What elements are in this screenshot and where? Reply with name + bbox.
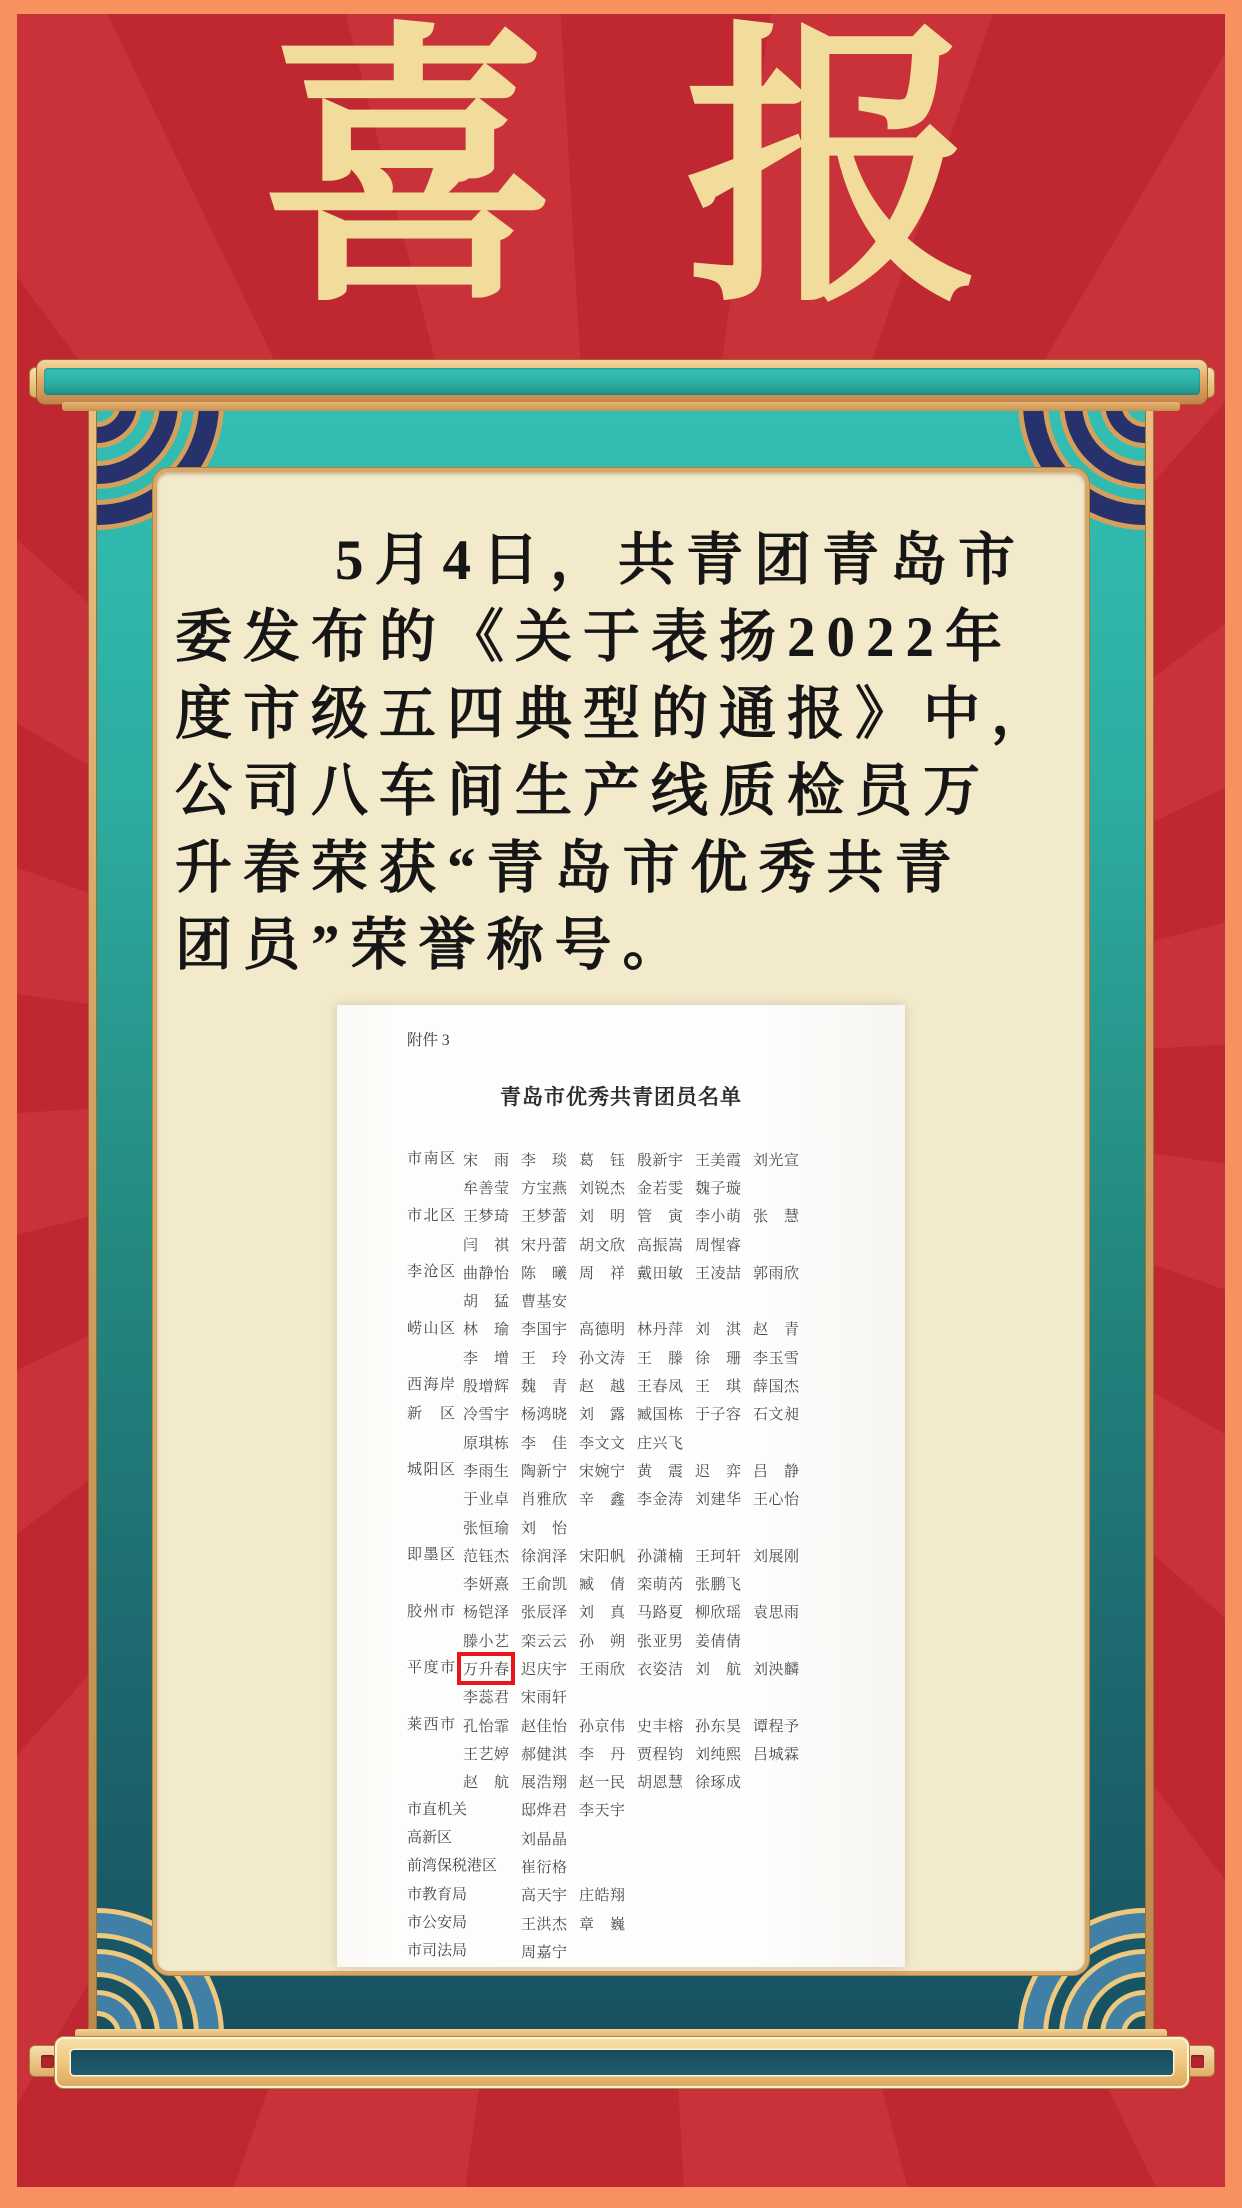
member-name: 迟庆宇 [521, 1661, 567, 1678]
member-name: 庄兴飞 [637, 1435, 683, 1452]
member-name: 戴田敏 [637, 1265, 683, 1282]
banner-char-bao: 报 [685, 9, 981, 337]
member-name: 王俞凯 [521, 1577, 567, 1594]
member-name: 王心怡 [753, 1492, 799, 1509]
member-name: 李玉雪 [753, 1350, 799, 1367]
scroll-rod-top-fill [44, 368, 1200, 395]
member-name: 高天宇 [521, 1888, 567, 1905]
member-name: 陶新宁 [521, 1463, 567, 1480]
table-row [407, 1824, 905, 1852]
member-name: 刘明 [579, 1209, 625, 1226]
member-name: 张慧 [753, 1209, 799, 1226]
member-name: 于子容 [695, 1407, 741, 1424]
region-label: 李沧区 [407, 1264, 455, 1281]
member-name: 臧倩 [579, 1577, 625, 1594]
member-name: 徐琢成 [695, 1775, 741, 1792]
region-label: 西海岸新区 [407, 1377, 455, 1422]
member-name: 衣姿洁 [637, 1661, 683, 1678]
name-lines [521, 1796, 905, 1824]
member-name: 徐润泽 [521, 1548, 567, 1565]
member-name: 李文文 [579, 1435, 625, 1452]
member-name: 殷新宇 [637, 1152, 683, 1169]
member-name: 张鹏飞 [695, 1577, 741, 1594]
member-name: 孙文涛 [579, 1350, 625, 1367]
member-name: 石文昶 [753, 1407, 799, 1424]
member-name: 李雨生 [463, 1463, 509, 1480]
member-name: 刘晶晶 [521, 1831, 567, 1848]
member-name: 王玲 [521, 1350, 567, 1367]
name-lines [463, 1541, 905, 1598]
member-name: 刘泱麟 [753, 1661, 799, 1678]
region-label: 市教育局 [407, 1886, 468, 1903]
name-line [463, 1485, 905, 1513]
member-name: 马路夏 [637, 1605, 683, 1622]
banner-char-xi: 喜 [261, 9, 557, 337]
name-line [521, 1852, 905, 1880]
announcement-line: 升春荣获“青岛市优秀共青 [175, 837, 963, 900]
member-name: 王珂轩 [695, 1548, 741, 1565]
name-line [463, 1230, 905, 1258]
name-lines [521, 1937, 905, 1965]
member-name: 李国宇 [521, 1322, 567, 1339]
member-name: 胡文欣 [579, 1237, 625, 1254]
announcement-line: 团员”荣誉称号。 [175, 914, 691, 977]
member-name: 徐珊 [695, 1350, 741, 1367]
member-name: 王春凤 [637, 1379, 683, 1396]
member-list [407, 1145, 905, 1966]
member-name: 赵青 [753, 1322, 799, 1339]
member-name: 刘展刚 [753, 1548, 799, 1565]
member-name: 闫祺 [463, 1237, 509, 1254]
announcement-line: 委发布的《关于表扬2022年 [175, 606, 1013, 669]
table-row [407, 1145, 905, 1202]
member-name: 于业卓 [463, 1492, 509, 1509]
region-label: 前湾保税港区 [407, 1858, 498, 1875]
member-name: 方宝燕 [521, 1180, 567, 1197]
member-name: 曲静怡 [463, 1265, 509, 1282]
member-name: 赵佳怡 [521, 1718, 567, 1735]
member-name: 郭雨欣 [753, 1265, 799, 1282]
member-name: 王琪 [695, 1379, 741, 1396]
name-line [463, 1711, 905, 1739]
name-lines [463, 1371, 905, 1456]
region-label: 高新区 [407, 1830, 453, 1847]
scroll-rod-top-lip [62, 402, 1180, 411]
member-name: 展浩翔 [521, 1775, 567, 1792]
name-line [463, 1428, 905, 1456]
announcement-line: 公司八车间生产线质检员万 [175, 760, 991, 823]
knob-hole [41, 2055, 54, 2068]
name-line [463, 1286, 905, 1314]
member-name: 王美霞 [695, 1152, 741, 1169]
member-name: 栾云云 [521, 1633, 567, 1650]
member-name: 胡猛 [463, 1294, 509, 1311]
banner-title [0, 9, 1242, 363]
member-name: 李小萌 [695, 1209, 741, 1226]
member-name: 王滕 [637, 1350, 683, 1367]
member-name: 孔怡霏 [463, 1718, 509, 1735]
member-name: 迟弈 [695, 1463, 741, 1480]
member-name: 金若雯 [637, 1180, 683, 1197]
name-lines [463, 1711, 905, 1796]
region-label: 市公安局 [407, 1915, 468, 1932]
member-name: 刘露 [579, 1407, 625, 1424]
member-name: 刘光宣 [753, 1152, 799, 1169]
member-name: 范钰杰 [463, 1548, 509, 1565]
member-name: 孙朔 [579, 1633, 625, 1650]
name-line [463, 1173, 905, 1201]
attachment-label: 附件 3 [407, 1032, 450, 1049]
name-lines [521, 1824, 905, 1852]
member-name: 李琰 [521, 1152, 567, 1169]
member-name: 黄震 [637, 1463, 683, 1480]
table-row [407, 1711, 905, 1796]
member-name: 王雨欣 [579, 1661, 625, 1678]
region-label: 市北区 [407, 1207, 455, 1224]
member-name: 刘建华 [695, 1492, 741, 1509]
scroll-paper [153, 468, 1089, 1975]
table-row [407, 1937, 905, 1965]
member-name: 滕小艺 [463, 1633, 509, 1650]
region-label: 崂山区 [407, 1320, 455, 1337]
member-name: 李佳 [521, 1435, 567, 1452]
member-name: 刘锐杰 [579, 1180, 625, 1197]
member-name: 张辰泽 [521, 1605, 567, 1622]
announcement-line: 度市级五四典型的通报》中， [175, 683, 1059, 746]
member-name: 王洪杰 [521, 1916, 567, 1933]
name-line [463, 1343, 905, 1371]
name-line [463, 1541, 905, 1569]
region-label: 城阳区 [407, 1462, 455, 1479]
member-name: 张恒瑜 [463, 1520, 509, 1537]
member-name: 周惺睿 [695, 1237, 741, 1254]
member-name: 吕静 [753, 1463, 799, 1480]
member-name: 栾萌芮 [637, 1577, 683, 1594]
region-label: 即墨区 [407, 1547, 455, 1564]
member-name: 周嘉宁 [521, 1944, 567, 1961]
member-name: 杨铠泽 [463, 1605, 509, 1622]
member-name: 庄皓翔 [579, 1888, 625, 1905]
announcement-line: 5月4日，共青团青岛市 [335, 529, 1026, 592]
table-row [407, 1598, 905, 1655]
region-label: 平度市 [407, 1660, 455, 1677]
member-name: 章巍 [579, 1916, 625, 1933]
region-label: 胶州市 [407, 1603, 455, 1620]
member-name: 李金涛 [637, 1492, 683, 1509]
member-name: 刘纯熙 [695, 1746, 741, 1763]
member-name: 赵一民 [579, 1775, 625, 1792]
member-name: 肖雅欣 [521, 1492, 567, 1509]
member-name: 贾程钧 [637, 1746, 683, 1763]
member-name: 柳欣瑶 [695, 1605, 741, 1622]
name-line [463, 1145, 905, 1173]
name-lines [521, 1909, 905, 1937]
table-row [407, 1881, 905, 1909]
table-row [407, 1852, 905, 1880]
member-name: 杨鸿晓 [521, 1407, 567, 1424]
name-line [463, 1456, 905, 1484]
region-label: 市司法局 [407, 1943, 468, 1960]
name-line [463, 1202, 905, 1230]
knob-hole [1191, 2055, 1204, 2068]
member-name: 王梦蕾 [521, 1209, 567, 1226]
member-name: 张亚男 [637, 1633, 683, 1650]
member-name: 臧国栋 [637, 1407, 683, 1424]
name-line [463, 1654, 905, 1682]
member-name: 史丰榕 [637, 1718, 683, 1735]
member-name: 崔衍格 [521, 1860, 567, 1877]
member-name: 辛鑫 [579, 1492, 625, 1509]
name-lines [521, 1881, 905, 1909]
member-name: 周祥 [579, 1265, 625, 1282]
table-row [407, 1541, 905, 1598]
name-line [521, 1937, 905, 1965]
member-name: 赵越 [579, 1379, 625, 1396]
name-line [463, 1315, 905, 1343]
member-name: 邸烨君 [521, 1803, 567, 1820]
member-name: 郝健淇 [521, 1746, 567, 1763]
name-line [521, 1881, 905, 1909]
member-name: 刘真 [579, 1605, 625, 1622]
member-name: 李天宇 [579, 1803, 625, 1820]
member-name: 李蕊君 [463, 1690, 509, 1707]
member-name: 胡恩慧 [637, 1775, 683, 1792]
member-name: 管寅 [637, 1209, 683, 1226]
member-name: 陈曦 [521, 1265, 567, 1282]
member-name: 林丹萍 [637, 1322, 683, 1339]
member-name: 王艺婷 [463, 1746, 509, 1763]
region-label: 市直机关 [407, 1801, 468, 1818]
scroll-rod-bottom-fill [71, 2050, 1173, 2075]
member-name: 薛国杰 [753, 1379, 799, 1396]
name-lines [463, 1258, 905, 1315]
member-name: 殷增辉 [463, 1379, 509, 1396]
member-name: 刘淇 [695, 1322, 741, 1339]
name-line [463, 1626, 905, 1654]
member-name: 李妍熹 [463, 1577, 509, 1594]
name-lines [463, 1315, 905, 1372]
table-row [407, 1315, 905, 1372]
name-line [463, 1683, 905, 1711]
member-name: 葛钰 [579, 1152, 625, 1169]
announcement-text [175, 522, 1075, 984]
member-name: 原琪栋 [463, 1435, 509, 1452]
table-row [407, 1456, 905, 1541]
member-name: 刘怡 [521, 1520, 567, 1537]
document-title: 青岛市优秀共青团员名单 [500, 1086, 742, 1109]
name-lines [463, 1456, 905, 1541]
name-lines [463, 1145, 905, 1202]
name-line [463, 1598, 905, 1626]
scroll-panel-right-edge [1145, 400, 1154, 2037]
member-name: 赵航 [463, 1775, 509, 1792]
name-lines [463, 1654, 905, 1711]
table-row [407, 1909, 905, 1937]
member-name: 高德明 [579, 1322, 625, 1339]
name-line [463, 1513, 905, 1541]
member-name: 吕城霖 [753, 1746, 799, 1763]
member-name: 袁思雨 [753, 1605, 799, 1622]
region-label: 莱西市 [407, 1716, 455, 1733]
scroll-rod-top [36, 359, 1208, 405]
member-name: 宋雨轩 [521, 1690, 567, 1707]
member-name: 高振嵩 [637, 1237, 683, 1254]
name-lines [463, 1598, 905, 1655]
member-name: 魏子璇 [695, 1180, 741, 1197]
name-lines [521, 1852, 905, 1880]
table-row [407, 1796, 905, 1824]
member-name: 刘航 [695, 1661, 741, 1678]
member-name: 宋阳帆 [579, 1548, 625, 1565]
region-label: 市南区 [407, 1151, 455, 1167]
member-name: 宋雨 [463, 1152, 509, 1169]
member-name: 李增 [463, 1350, 509, 1367]
member-name: 孙潇楠 [637, 1548, 683, 1565]
member-name: 魏青 [521, 1379, 567, 1396]
name-line [463, 1569, 905, 1597]
table-row [407, 1258, 905, 1315]
member-name: 孙东昊 [695, 1718, 741, 1735]
member-name: 孙京伟 [579, 1718, 625, 1735]
name-line [521, 1909, 905, 1937]
member-name: 冷雪宇 [463, 1407, 509, 1424]
member-name: 王梦琦 [463, 1209, 509, 1226]
name-line [521, 1796, 905, 1824]
name-lines [463, 1202, 905, 1259]
member-name: 林瑜 [463, 1322, 509, 1339]
member-name: 李丹 [579, 1746, 625, 1763]
table-row [407, 1654, 905, 1711]
scroll-panel-left-edge [88, 400, 97, 2037]
table-row [407, 1202, 905, 1259]
name-line [463, 1400, 905, 1428]
scroll-rod-bottom [54, 2036, 1190, 2089]
name-line [463, 1739, 905, 1767]
member-name: 宋婉宁 [579, 1463, 625, 1480]
table-row [407, 1371, 905, 1456]
member-name: 谭程予 [753, 1718, 799, 1735]
member-name: 姜倩倩 [695, 1633, 741, 1650]
member-name: 宋丹蕾 [521, 1237, 567, 1254]
member-name: 曹基安 [521, 1294, 567, 1311]
member-name-highlighted: 万升春 [463, 1658, 509, 1679]
name-line [463, 1258, 905, 1286]
notice-document [337, 1005, 905, 1967]
member-name: 牟善莹 [463, 1180, 509, 1197]
name-line [463, 1371, 905, 1399]
name-line [521, 1824, 905, 1852]
member-name: 王凌喆 [695, 1265, 741, 1282]
name-line [463, 1768, 905, 1796]
